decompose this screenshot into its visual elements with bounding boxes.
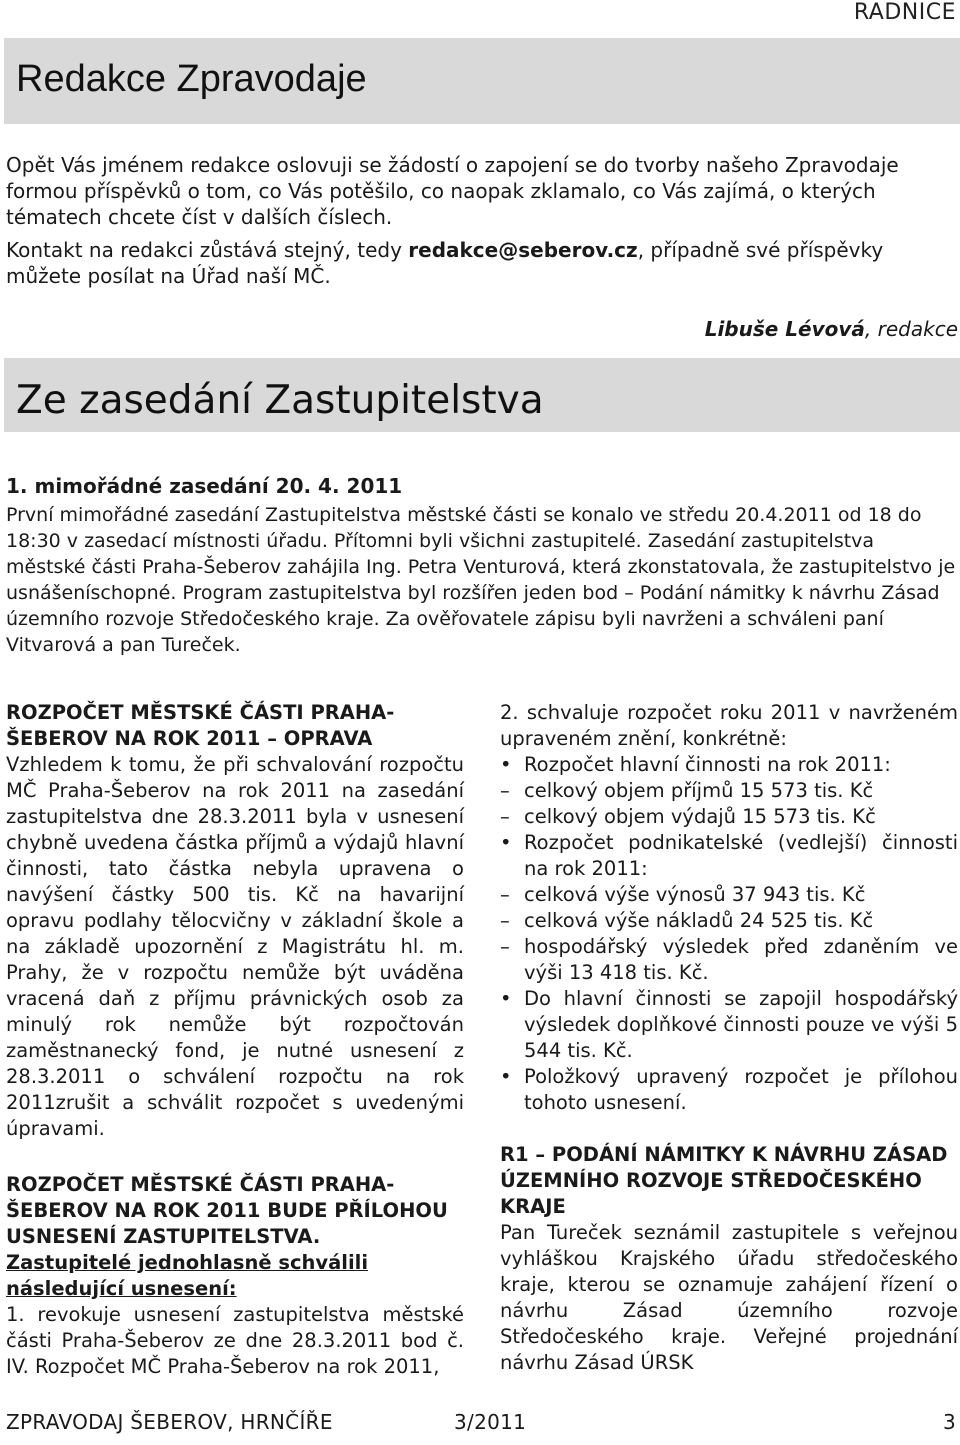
email-link[interactable]: redakce@seberov.cz bbox=[408, 238, 638, 262]
objection-heading: R1 – PODÁNÍ NÁMITKY K NÁVRHU ZÁSAD ÚZEMNÍHO ROZVOJE STŘEDOČESKÉHO KRAJE bbox=[500, 1143, 948, 1218]
footer-publication: ZPRAVODAJ ŠEBEROV, HRNČÍŘE bbox=[6, 1410, 333, 1434]
meeting-intro: První mimořádné zasedání Zastupitelstva městské části se konalo ve středu 20.4.2011 od 18 do 18:30 v zasedací místnosti úřadu. Přítomni byli všichni zastupitelé. Zasedání zastupitelstva městské části Praha-Šeberov zahájila Ing. Petra Venturová, která zkonstatovala, že zastupitelstvo je usnášeníschopné. Program zastupitelstva byl rozšířen jeden bod – Podání námitky k návrhu Zásad územního rozvoje Středočeského kraje. Za ověřovatele zápisu byli navrženi a schváleni paní Vitvarová a pan Tureček. bbox=[6, 504, 956, 656]
list-item: • Rozpočet podnikatelské (vedlejší) činnosti na rok 2011: bbox=[500, 831, 958, 880]
redakce-paragraph-2 bbox=[6, 237, 956, 289]
signature-role: , redakce bbox=[864, 317, 958, 341]
redakce-paragraph-1: Opět Vás jménem redakce oslovuji se žádostí o zapojení se do tvorby našeho Zpravodaje formou příspěvků o tom, co Vás potěšilo, co naopak zklamalo, co Vás zajímá, o kterých tématech chcete číst v dalších číslech. bbox=[6, 153, 899, 229]
objection-text: Pan Tureček seznámil zastupitele s veřejnou vyhláškou Krajského úřadu středočeského kraje, kterou se oznamuje zahájení řízení o návrhu Zásad územního rozvoje Středočeského kraje. Veřejné projednání návrhu Zásad ÚRSK bbox=[500, 1221, 958, 1374]
list-item: • Do hlavní činnosti se zapojil hospodářský výsledek doplňkové činnosti pouze ve výši 5 544 tis. Kč. bbox=[500, 987, 958, 1062]
resolution-intro: Zastupitelé jednohlasně schválili následující usnesení: bbox=[6, 1251, 369, 1300]
budget-correction-text: Vzhledem k tomu, že při schvalování rozpočtu MČ Praha-Šeberov na rok 2011 na zasedání zastupitelstva dne 28.3.2011 byla v usnesení chybně uvedena částka příjmů a výdajů hlavní činnosti, tato částka nebyla upravena o navýšení částky 500 tis. Kč na havarijní opravu podlahy tělocvičny v základní škole a na základě upozornění z Magistrátu hl. m. Prahy, že v rozpočtu nemůže být uváděna vracená daň z příjmu právnických osob za minulý rok nemůže být rozpočtován zaměstnanecký fond, je nutné usnesení z 28.3.2011 o schválení rozpočtu na rok 2011zrušit a schválit rozpočet s uvedenými úpravami. bbox=[6, 753, 464, 1140]
redakce-header-band bbox=[4, 38, 960, 124]
footer-issue: 3/2011 bbox=[454, 1410, 527, 1434]
redakce-title: Redakce Zpravodaje bbox=[16, 58, 367, 100]
left-column bbox=[6, 700, 464, 1380]
contact-text-after: , případně své příspěvky můžete posílat na Úřad naší MČ. bbox=[6, 238, 884, 288]
resolution-item-1: 1. revokuje usnesení zastupitelstva městské části Praha-Šeberov ze dne 28.3.2011 bod č. IV. Rozpočet MČ Praha-Šeberov na rok 2011, bbox=[6, 1303, 464, 1378]
signature-name: Libuše Lévová bbox=[704, 317, 865, 341]
page-number: 3 bbox=[942, 1410, 956, 1434]
budget-attachment-heading: ROZPOČET MĚSTSKÉ ČÁSTI PRAHA-ŠEBEROV NA ROK 2011 BUDE PŘÍLOHOU USNESENÍ ZASTUPITELSTVA. bbox=[6, 1173, 448, 1248]
right-column bbox=[500, 700, 958, 1376]
footer bbox=[6, 1410, 956, 1434]
zasedani-header-band bbox=[4, 358, 960, 432]
list-item: – celková výše nákladů 24 525 tis. Kč bbox=[500, 909, 874, 932]
resolution-item-2: 2. schvaluje rozpočet roku 2011 v navrženém upraveném znění, konkrétně: bbox=[500, 701, 958, 750]
zasedani-title: Ze zasedání Zastupitelstva bbox=[16, 378, 544, 423]
list-item: – celková výše výnosů 37 943 tis. Kč bbox=[500, 883, 866, 906]
list-item: – hospodářský výsledek před zdaněním ve výši 13 418 tis. Kč. bbox=[500, 935, 958, 984]
section-label: RADNICE bbox=[853, 0, 956, 25]
list-item: – celkový objem příjmů 15 573 tis. Kč bbox=[500, 779, 874, 802]
list-item: – celkový objem výdajů 15 573 tis. Kč bbox=[500, 805, 876, 828]
contact-text-before: Kontakt na redakci zůstává stejný, tedy bbox=[6, 238, 409, 262]
budget-correction-heading: ROZPOČET MĚSTSKÉ ČÁSTI PRAHA-ŠEBEROV NA ROK 2011 – OPRAVA bbox=[6, 701, 395, 750]
list-item: • Položkový upravený rozpočet je přílohou tohoto usnesení. bbox=[500, 1065, 958, 1114]
meeting-subtitle: 1. mimořádné zasedání 20. 4. 2011 bbox=[6, 474, 403, 498]
signature bbox=[705, 317, 958, 341]
budget-list bbox=[500, 752, 958, 1116]
list-item: • Rozpočet hlavní činnosti na rok 2011: bbox=[500, 753, 891, 776]
